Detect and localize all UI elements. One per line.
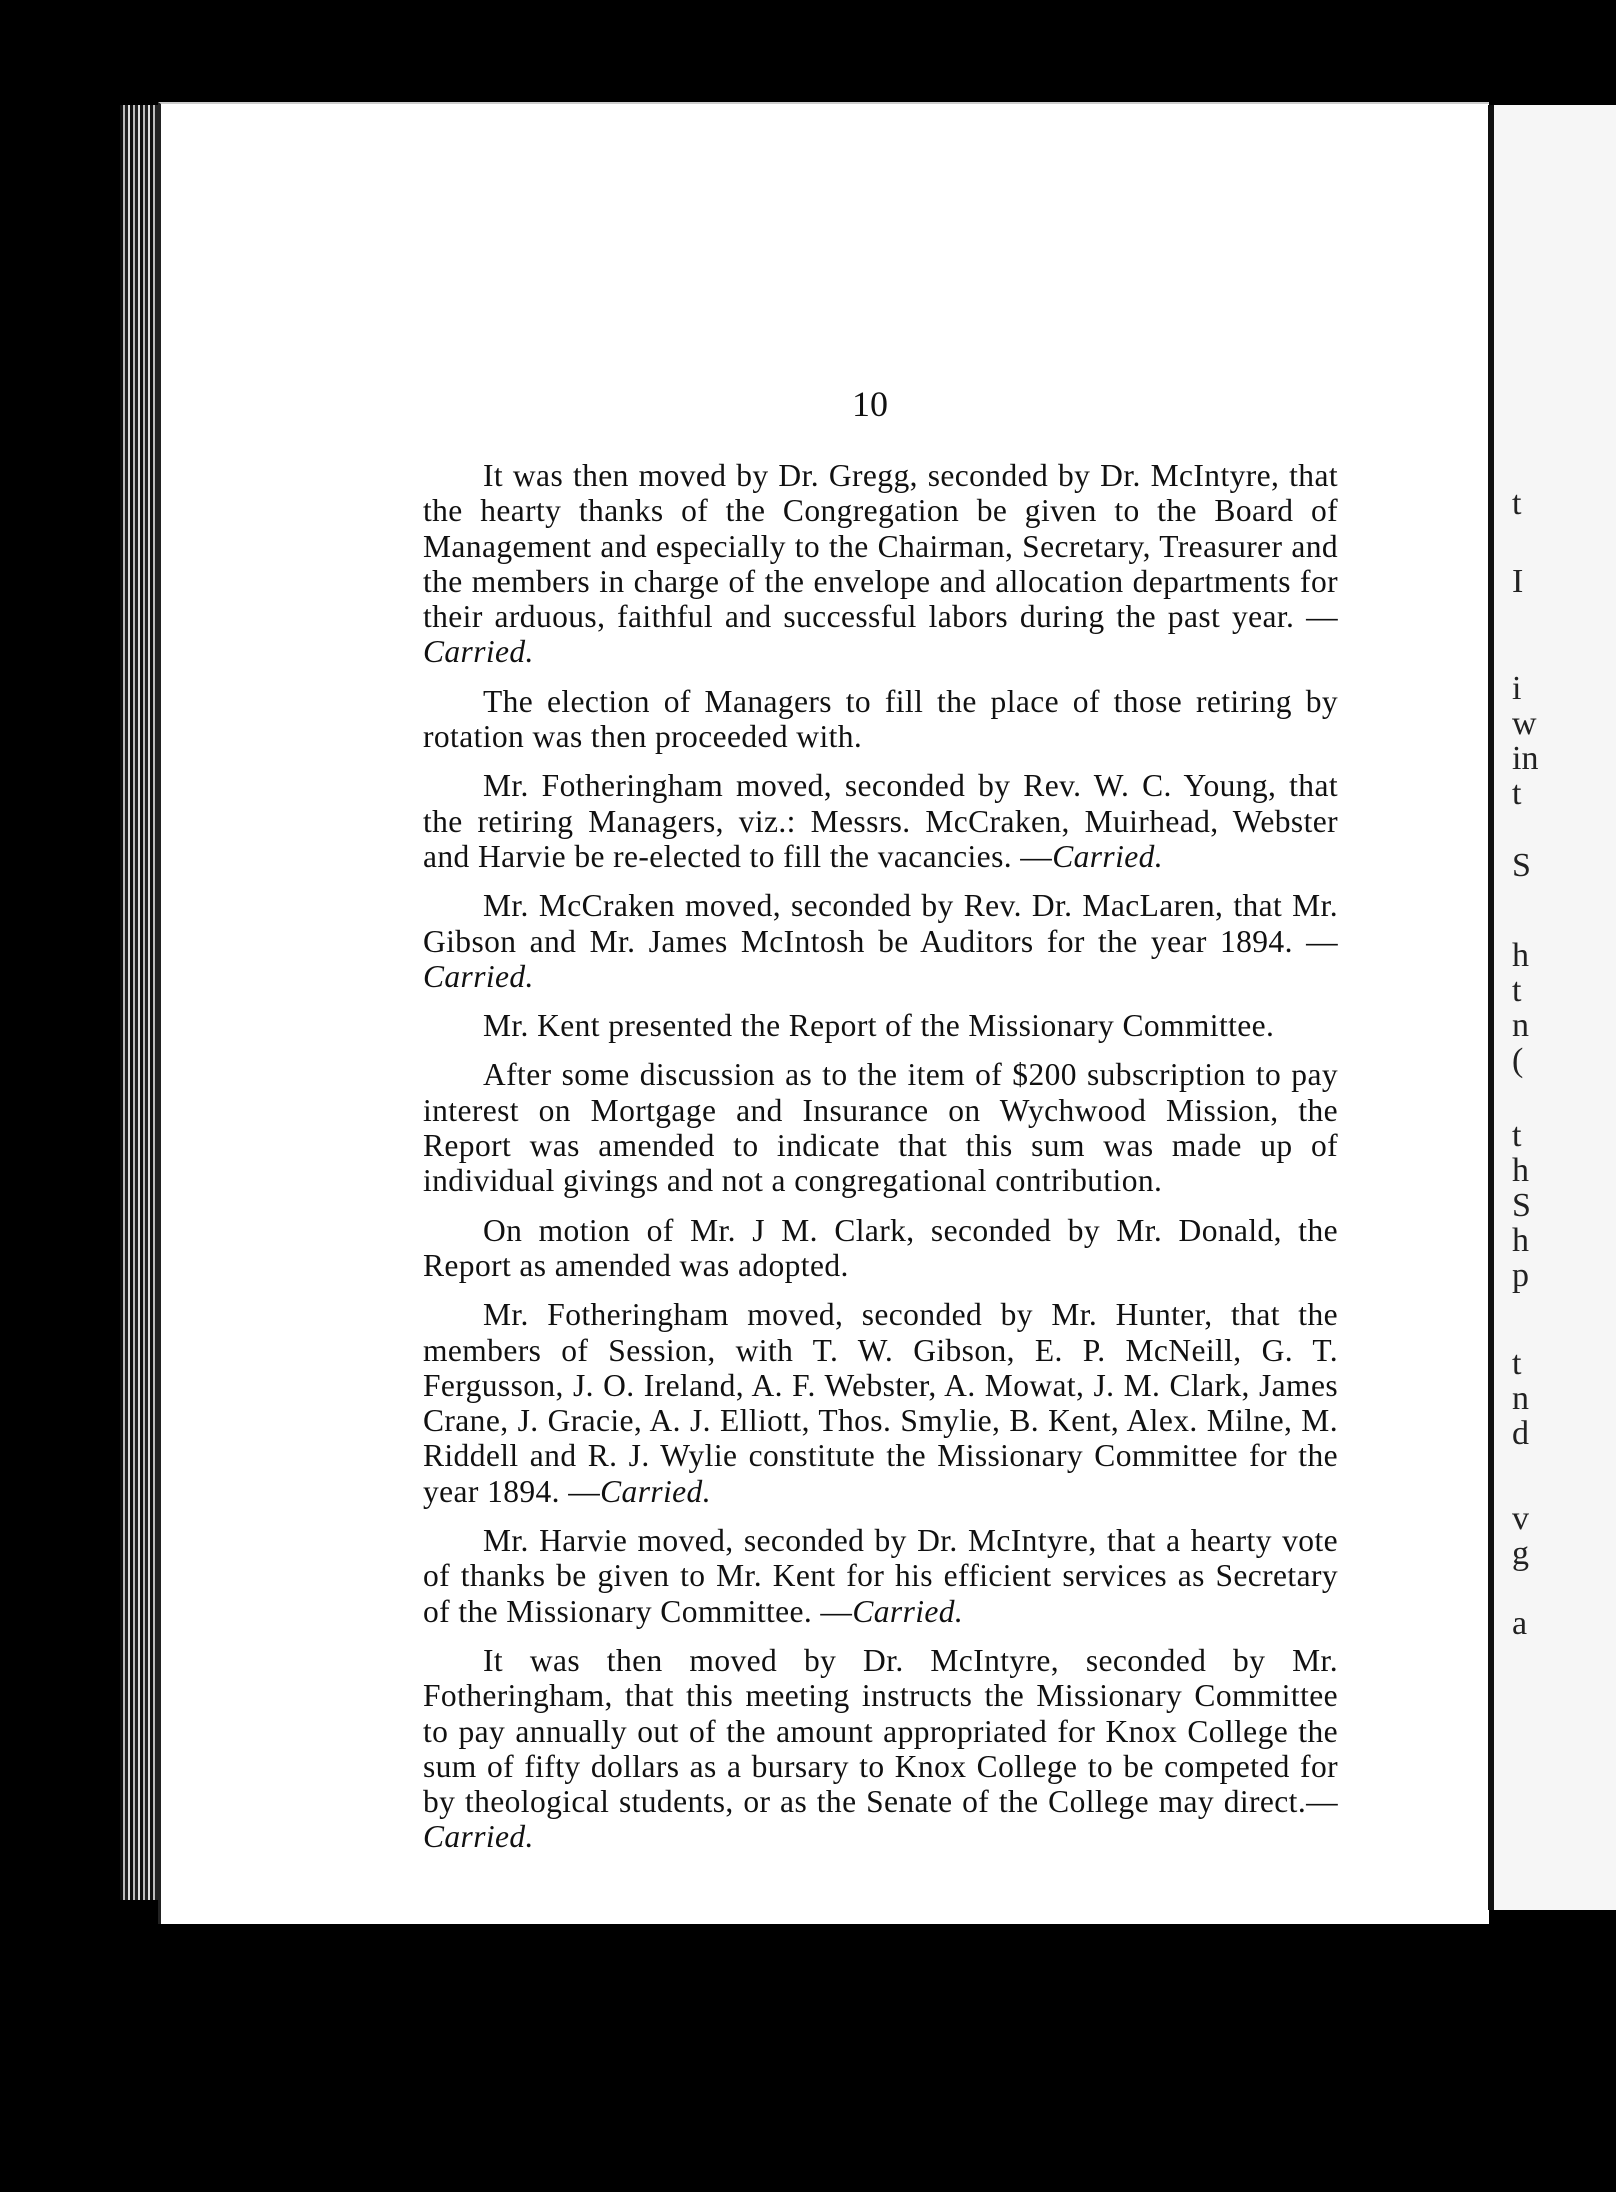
fragment-letter: I — [1512, 563, 1524, 600]
fragment-letter: a — [1512, 1605, 1528, 1642]
fragment-letter: h — [1512, 1222, 1529, 1259]
fragment-letter: ( — [1512, 1042, 1524, 1079]
fragment-letter: n — [1512, 1380, 1529, 1417]
fragment-letter: S — [1512, 1187, 1531, 1224]
page-edge-stack — [120, 105, 160, 1900]
page-number: 10 — [852, 384, 888, 424]
paragraph-managers-re-elected: Mr. Fotheringham moved, seconded by Rev. W. C. Young, that the retiring Managers, viz.: Messrs. McCraken, Muirhead, Webster and Harvie be re-elected to fill the vacancies. —Carried. — [423, 768, 1338, 874]
fragment-letter: t — [1512, 485, 1522, 522]
fragment-letter: h — [1512, 1152, 1529, 1189]
carried-note: Carried. — [423, 634, 534, 670]
paragraph-election-of-managers: The election of Managers to fill the place of those retiring by rotation was then proceeded with. — [423, 683, 1338, 755]
paragraph-thanks-to-kent: Mr. Harvie moved, seconded by Dr. McIntyre, that a hearty vote of thanks be given to Mr. Kent for his efficient services as Secretary of the Missionary Committee. —Carried. — [423, 1523, 1338, 1629]
paragraph-knox-college-bursary: It was then moved by Dr. McIntyre, seconded by Mr. Fotheringham, that this meeting instructs the Missionary Committee to pay annually out of the amount appropriated for Knox College the sum of fifty dollars as a bursary to Knox College to be competed for by theological students, or as the Senate of the College may direct.—Carried. — [423, 1642, 1338, 1855]
fragment-letter: g — [1512, 1535, 1529, 1572]
paragraph-report-amended: After some discussion as to the item of $200 subscription to pay interest on Mortgage and Insurance on Wychwood Mission, the Report was amended to indicate that this sum was made up of individual givings and not a congregational contribution. — [423, 1057, 1338, 1199]
fragment-letter: t — [1512, 1117, 1522, 1154]
fragment-letter: i — [1512, 670, 1522, 707]
fragment-letter: d — [1512, 1415, 1529, 1452]
fragment-letter: S — [1512, 847, 1531, 884]
paragraph-missionary-committee: Mr. Fotheringham moved, seconded by Mr. Hunter, that the members of Session, with T. W. Gibson, E. P. McNeill, G. T. Fergusson, J. O. Ireland, A. F. Webster, A. Mowat, J. M. Clark, James Crane, J. Gracie, A. J. Elliott, Thos. Smylie, B. Kent, Alex. Milne, M. Riddell and R. J. Wylie constitute the Missionary Committee for the year 1894. —Carried. — [423, 1297, 1338, 1509]
next-page-fragment — [1488, 105, 1616, 1910]
paragraph-vote-of-thanks-board: It was then moved by Dr. Gregg, seconded by Dr. McIntyre, that the hearty thanks of the Congregation be given to the Board of Management and especially to the Chairman, Secretary, Treasurer and the members in charge of the envelope and allocation departments for their arduous, faithful and successful labors during the past year. —Carried. — [423, 458, 1338, 670]
fragment-letter: t — [1512, 775, 1522, 812]
minutes-text — [423, 458, 1338, 1869]
fragment-letter: t — [1512, 1345, 1522, 1382]
fragment-letter: p — [1512, 1257, 1529, 1294]
fragment-letter: t — [1512, 972, 1522, 1009]
fragment-letter: h — [1512, 937, 1529, 974]
fragment-letter: v — [1512, 1500, 1529, 1537]
carried-note: Carried. — [852, 1593, 964, 1629]
fragment-letter: w — [1512, 705, 1537, 742]
fragment-letter: in — [1512, 740, 1539, 777]
carried-note: Carried. — [423, 958, 534, 994]
paragraph-report-adopted: On motion of Mr. J M. Clark, seconded by Mr. Donald, the Report as amended was adopted. — [423, 1212, 1338, 1283]
carried-note: Carried. — [600, 1473, 711, 1509]
paragraph-auditors: Mr. McCraken moved, seconded by Rev. Dr. MacLaren, that Mr. Gibson and Mr. James McIntosh be Auditors for the year 1894. —Carried. — [423, 888, 1338, 994]
carried-note: Carried. — [423, 1819, 534, 1855]
paragraph-missionary-report: Mr. Kent presented the Report of the Missionary Committee. — [483, 1008, 1275, 1044]
carried-note: Carried. — [1052, 838, 1164, 874]
fragment-letter: n — [1512, 1007, 1529, 1044]
